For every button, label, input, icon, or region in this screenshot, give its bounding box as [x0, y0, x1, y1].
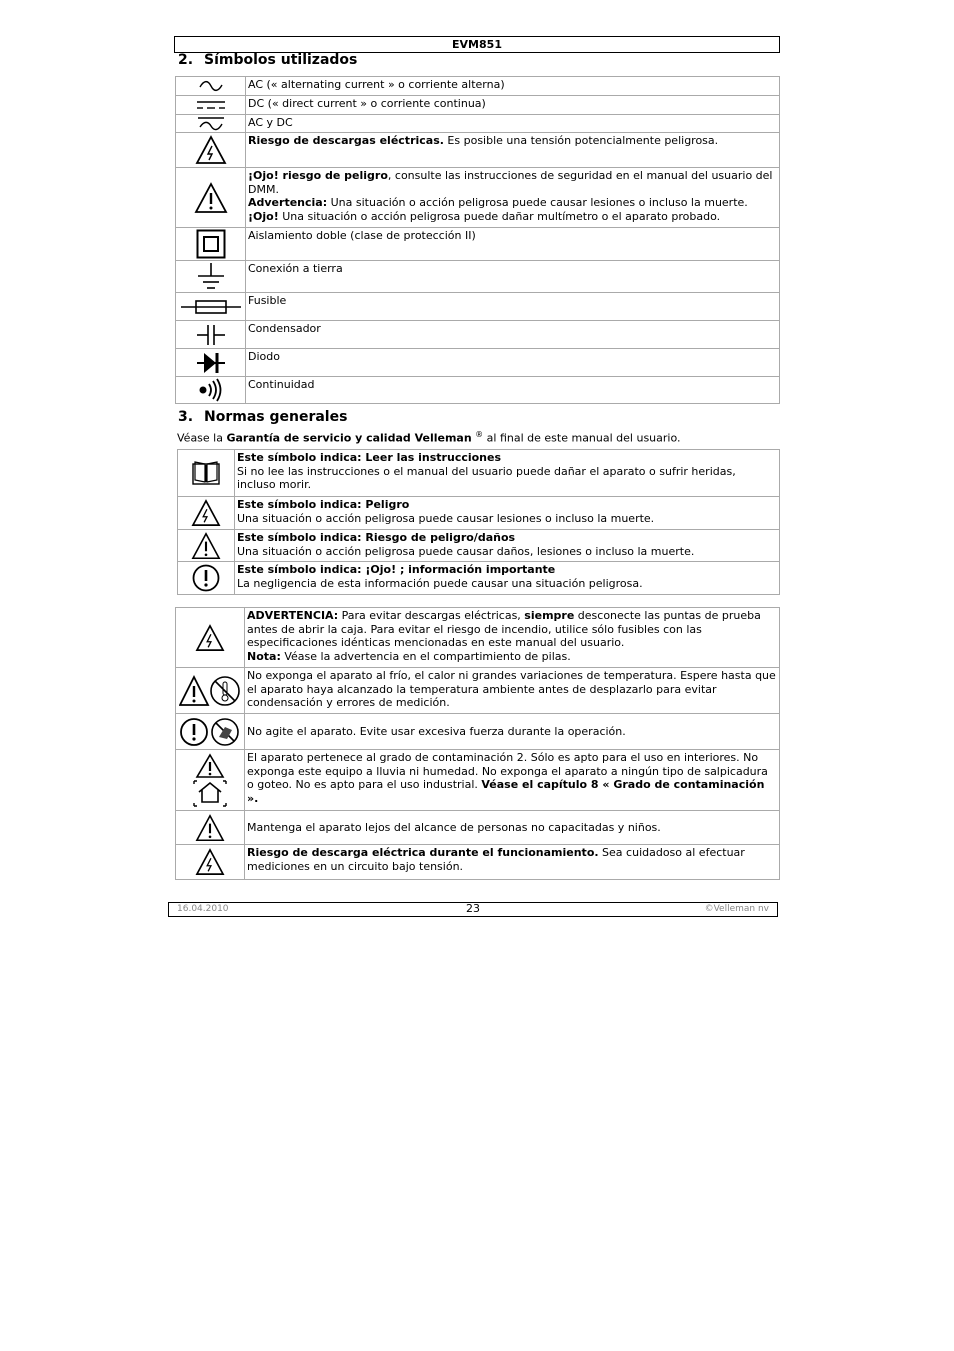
row-bold: Nota:: [247, 649, 281, 663]
table-row: [178, 497, 780, 530]
table-row: [176, 349, 780, 377]
intro-text: al final de este manual del usuario.: [483, 431, 681, 445]
danger-shock-icon: [178, 497, 235, 530]
table-row: [176, 228, 780, 261]
row-bold: Riesgo de descargas eléctricas.: [248, 134, 444, 147]
section-3-heading: [178, 409, 347, 425]
caution-icon: [176, 168, 246, 228]
shock-warning-icon: [176, 608, 245, 668]
section-number: 2.: [178, 52, 194, 68]
model-name: EVM851: [452, 38, 502, 51]
row-text: Conexión a tierra: [248, 262, 343, 275]
section-number: 3.: [178, 409, 194, 425]
ac-icon: [176, 77, 246, 96]
hazard-icon: [178, 530, 235, 562]
table-row: [176, 750, 780, 811]
row-bold: Riesgo de descarga eléctrica durante el funcionamiento.: [247, 846, 599, 859]
row-text: No agite el aparato. Evite usar excesiva fuerza durante la operación.: [247, 724, 626, 738]
row-text: DC (« direct current » o corriente continua): [248, 97, 486, 110]
row-text: No exponga el aparato al frío, el calor ni grandes variaciones de temperatura. Espere hasta que el aparato haya alcanzado la temperatura ambiente antes de desplazarlo para evitar condensación y errores de medición.: [247, 669, 776, 709]
row-bold: siempre: [524, 609, 575, 622]
row-title: Este símbolo indica: Peligro: [237, 498, 410, 511]
fuse-icon: [176, 293, 246, 321]
section-title: Normas generales: [204, 409, 348, 425]
table-row: [178, 450, 780, 497]
row-text: , consulte las instrucciones de seguridad en el manual del usuario del DMM.: [248, 169, 773, 196]
table-row: [176, 377, 780, 404]
row-text: Véase la advertencia en el compartimiento de pilas.: [280, 649, 571, 663]
shock-warning-icon: [176, 133, 246, 168]
row-text: Condensador: [248, 322, 321, 335]
footer-copyright: ©Velleman nv: [704, 904, 769, 914]
table-row: [176, 168, 780, 228]
table-row: [176, 293, 780, 321]
row-bold: ¡Ojo! riesgo de peligro: [248, 169, 388, 182]
row-bold: Advertencia:: [248, 196, 328, 209]
no-shake-icon: [176, 714, 245, 750]
table-row: [176, 77, 780, 96]
ac-dc-icon: [176, 115, 246, 133]
table-row: [178, 530, 780, 562]
table-row: [176, 811, 780, 845]
indoor-use-icon: [176, 750, 245, 811]
row-text: desconecte las puntas de prueba antes de abrir la caja. Para evitar el riesgo de incendio, utilice sólo fusibles con las especificaciones idénticas mencionadas en este manual del usuario.: [247, 609, 761, 649]
important-info-icon: [178, 562, 235, 595]
table-row: [176, 261, 780, 293]
row-text: AC y DC: [248, 116, 293, 129]
row-text: Fusible: [248, 294, 287, 307]
row-bold: ADVERTENCIA:: [247, 609, 339, 622]
page-footer: [168, 902, 778, 917]
continuity-icon: [176, 377, 246, 404]
table-row: [176, 608, 780, 668]
table-row: [176, 714, 780, 750]
shock-warning-icon: [176, 845, 245, 880]
row-text: Sea cuidadoso al efectuar mediciones en un circuito bajo tensión.: [247, 846, 745, 873]
table-row: [176, 96, 780, 115]
table-row: [176, 133, 780, 168]
row-text: Es posible una tensión potencialmente peligrosa.: [443, 134, 719, 147]
table-row: [176, 321, 780, 349]
symbol-meaning-table: [177, 449, 780, 595]
warnings-table: [175, 607, 780, 880]
row-text: Una situación o acción peligrosa puede causar lesiones o incluso la muerte.: [237, 511, 655, 525]
intro-text: Véase la: [177, 431, 227, 445]
intro-bold: Garantía de servicio y calidad Velleman: [226, 431, 472, 445]
table-row: [178, 562, 780, 595]
section-2-heading: [178, 52, 357, 68]
symbols-table: [175, 76, 780, 404]
ground-icon: [176, 261, 246, 293]
row-text: Una situación o acción peligrosa puede causar daños, lesiones o incluso la muerte.: [237, 544, 695, 558]
document-header: [174, 36, 780, 53]
footer-date: 16.04.2010: [177, 904, 229, 914]
page-number: 23: [466, 902, 480, 915]
row-title: Este símbolo indica: Leer las instrucciones: [237, 451, 502, 464]
row-text: La negligencia de esta información puede causar una situación peligrosa.: [237, 576, 643, 590]
row-text: El aparato pertenece al grado de contaminación 2. Sólo es apto para el uso en interiores. No exponga este equipo a lluvia ni humedad. No exponga el aparato a ningún tipo de salpicadura o goteo. No es apto para el uso industrial.: [247, 751, 768, 791]
row-text: Mantenga el aparato lejos del alcance de personas no capacitadas y niños.: [247, 820, 661, 834]
row-title: Este símbolo indica: ¡Ojo! ; información importante: [237, 563, 556, 576]
table-row: [176, 845, 780, 880]
row-text: Continuidad: [248, 378, 315, 391]
dc-icon: [176, 96, 246, 115]
diode-icon: [176, 349, 246, 377]
row-text: Si no lee las instrucciones o el manual del usuario puede dañar el aparato o sufrir heridas, incluso morir.: [237, 464, 736, 491]
table-row: [176, 115, 780, 133]
table-row: [176, 668, 780, 714]
read-manual-icon: [178, 450, 235, 497]
row-text: Una situación o acción peligrosa puede dañar multímetro o el aparato probado.: [278, 209, 721, 223]
double-insulation-icon: [176, 228, 246, 261]
row-text: Para evitar descargas eléctricas,: [338, 609, 525, 622]
row-text: AC (« alternating current » o corriente alterna): [248, 78, 505, 91]
registered-mark: ®: [475, 430, 484, 439]
row-bold: Véase el capítulo 8 « Grado de contaminación ».: [247, 778, 765, 805]
row-bold: ¡Ojo!: [248, 209, 279, 223]
row-text: Aislamiento doble (clase de protección II): [248, 229, 476, 242]
row-text: Una situación o acción peligrosa puede causar lesiones o incluso la muerte.: [327, 196, 748, 209]
section-title: Símbolos utilizados: [204, 52, 358, 68]
intro-paragraph: [177, 430, 681, 445]
capacitor-icon: [176, 321, 246, 349]
row-text: Diodo: [248, 350, 280, 363]
row-title: Este símbolo indica: Riesgo de peligro/daños: [237, 531, 516, 544]
caution-icon: [176, 811, 245, 845]
temperature-warning-icon: [176, 668, 245, 714]
